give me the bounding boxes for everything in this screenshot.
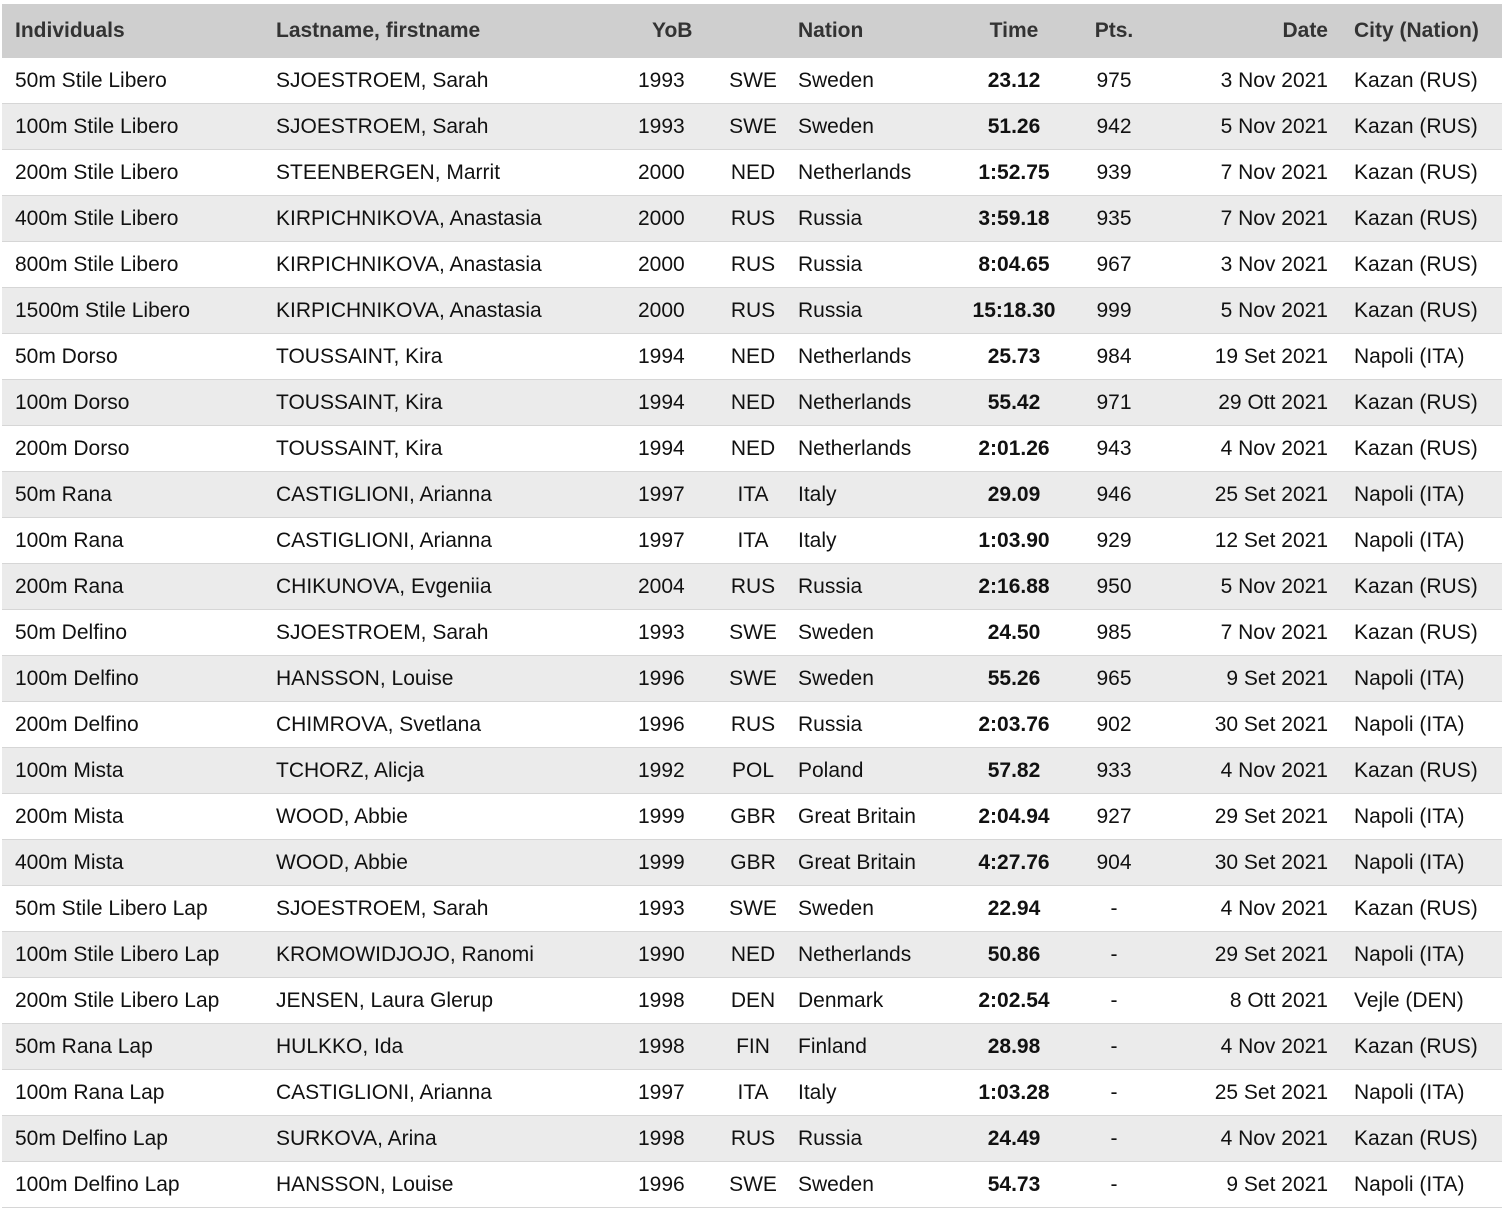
points-cell: -: [1064, 1024, 1164, 1070]
athlete-name-cell: CASTIGLIONI, Arianna: [272, 518, 632, 564]
athlete-name-cell: SURKOVA, Arina: [272, 1116, 632, 1162]
event-cell: 50m Stile Libero: [2, 58, 272, 104]
header-code: [712, 4, 794, 58]
points-cell: 942: [1064, 104, 1164, 150]
event-cell: 1500m Stile Libero: [2, 288, 272, 334]
event-cell: 200m Dorso: [2, 426, 272, 472]
points-cell: 946: [1064, 472, 1164, 518]
nation-code-cell: NED: [712, 932, 794, 978]
event-cell: 100m Stile Libero: [2, 104, 272, 150]
date-cell: 30 Set 2021: [1164, 702, 1334, 748]
time-cell: 23.12: [964, 58, 1064, 104]
time-cell: 2:04.94: [964, 794, 1064, 840]
city-cell: Kazan (RUS): [1334, 564, 1502, 610]
nation-cell: Sweden: [794, 104, 964, 150]
nation-cell: Italy: [794, 518, 964, 564]
year-of-birth-cell: 1997: [632, 518, 712, 564]
time-cell: 2:03.76: [964, 702, 1064, 748]
nation-cell: Great Britain: [794, 840, 964, 886]
city-cell: Napoli (ITA): [1334, 334, 1502, 380]
table-row: [2, 840, 1502, 886]
table-row: [2, 334, 1502, 380]
nation-code-cell: NED: [712, 426, 794, 472]
city-cell: Napoli (ITA): [1334, 702, 1502, 748]
header-name: Lastname, firstname: [272, 4, 632, 58]
records-table: [2, 4, 1502, 1208]
date-cell: 3 Nov 2021: [1164, 242, 1334, 288]
date-cell: 29 Set 2021: [1164, 932, 1334, 978]
table-row: [2, 886, 1502, 932]
city-cell: Kazan (RUS): [1334, 748, 1502, 794]
nation-cell: Netherlands: [794, 426, 964, 472]
points-cell: -: [1064, 932, 1164, 978]
event-cell: 50m Delfino: [2, 610, 272, 656]
nation-code-cell: DEN: [712, 978, 794, 1024]
athlete-name-cell: STEENBERGEN, Marrit: [272, 150, 632, 196]
table-row: [2, 196, 1502, 242]
event-cell: 400m Stile Libero: [2, 196, 272, 242]
nation-cell: Netherlands: [794, 334, 964, 380]
header-individuals: Individuals: [2, 4, 272, 58]
points-cell: 971: [1064, 380, 1164, 426]
nation-cell: Sweden: [794, 886, 964, 932]
nation-cell: Italy: [794, 472, 964, 518]
athlete-name-cell: CASTIGLIONI, Arianna: [272, 472, 632, 518]
year-of-birth-cell: 2000: [632, 196, 712, 242]
year-of-birth-cell: 1996: [632, 1162, 712, 1208]
time-cell: 3:59.18: [964, 196, 1064, 242]
points-cell: 984: [1064, 334, 1164, 380]
nation-code-cell: SWE: [712, 58, 794, 104]
event-cell: 400m Mista: [2, 840, 272, 886]
points-cell: -: [1064, 1116, 1164, 1162]
athlete-name-cell: JENSEN, Laura Glerup: [272, 978, 632, 1024]
year-of-birth-cell: 1992: [632, 748, 712, 794]
nation-cell: Sweden: [794, 58, 964, 104]
time-cell: 2:16.88: [964, 564, 1064, 610]
date-cell: 25 Set 2021: [1164, 472, 1334, 518]
city-cell: Kazan (RUS): [1334, 1024, 1502, 1070]
nation-code-cell: NED: [712, 334, 794, 380]
nation-code-cell: RUS: [712, 242, 794, 288]
year-of-birth-cell: 1998: [632, 1024, 712, 1070]
nation-code-cell: POL: [712, 748, 794, 794]
event-cell: 50m Stile Libero Lap: [2, 886, 272, 932]
event-cell: 50m Rana Lap: [2, 1024, 272, 1070]
year-of-birth-cell: 1993: [632, 58, 712, 104]
nation-code-cell: NED: [712, 150, 794, 196]
city-cell: Kazan (RUS): [1334, 288, 1502, 334]
points-cell: -: [1064, 978, 1164, 1024]
city-cell: Kazan (RUS): [1334, 886, 1502, 932]
table-row: [2, 610, 1502, 656]
nation-cell: Netherlands: [794, 150, 964, 196]
points-cell: 943: [1064, 426, 1164, 472]
time-cell: 1:52.75: [964, 150, 1064, 196]
year-of-birth-cell: 1999: [632, 840, 712, 886]
year-of-birth-cell: 1993: [632, 886, 712, 932]
table-row: [2, 1116, 1502, 1162]
header-city: City (Nation): [1334, 4, 1502, 58]
table-row: [2, 794, 1502, 840]
nation-code-cell: GBR: [712, 794, 794, 840]
time-cell: 57.82: [964, 748, 1064, 794]
table-row: [2, 1070, 1502, 1116]
time-cell: 2:01.26: [964, 426, 1064, 472]
date-cell: 25 Set 2021: [1164, 1070, 1334, 1116]
time-cell: 8:04.65: [964, 242, 1064, 288]
date-cell: 9 Set 2021: [1164, 1162, 1334, 1208]
city-cell: Kazan (RUS): [1334, 1116, 1502, 1162]
points-cell: 904: [1064, 840, 1164, 886]
header-date: Date: [1164, 4, 1334, 58]
points-cell: 950: [1064, 564, 1164, 610]
nation-code-cell: ITA: [712, 1070, 794, 1116]
athlete-name-cell: SJOESTROEM, Sarah: [272, 58, 632, 104]
points-cell: 935: [1064, 196, 1164, 242]
date-cell: 3 Nov 2021: [1164, 58, 1334, 104]
city-cell: Kazan (RUS): [1334, 58, 1502, 104]
athlete-name-cell: KIRPICHNIKOVA, Anastasia: [272, 288, 632, 334]
event-cell: 50m Dorso: [2, 334, 272, 380]
nation-cell: Poland: [794, 748, 964, 794]
year-of-birth-cell: 1997: [632, 1070, 712, 1116]
event-cell: 200m Mista: [2, 794, 272, 840]
table-row: [2, 242, 1502, 288]
nation-cell: Great Britain: [794, 794, 964, 840]
points-cell: 902: [1064, 702, 1164, 748]
points-cell: 933: [1064, 748, 1164, 794]
table-row: [2, 702, 1502, 748]
nation-cell: Sweden: [794, 656, 964, 702]
year-of-birth-cell: 1993: [632, 610, 712, 656]
nation-code-cell: FIN: [712, 1024, 794, 1070]
nation-cell: Russia: [794, 564, 964, 610]
athlete-name-cell: SJOESTROEM, Sarah: [272, 610, 632, 656]
event-cell: 100m Dorso: [2, 380, 272, 426]
year-of-birth-cell: 1998: [632, 978, 712, 1024]
city-cell: Kazan (RUS): [1334, 610, 1502, 656]
points-cell: 929: [1064, 518, 1164, 564]
time-cell: 55.42: [964, 380, 1064, 426]
city-cell: Napoli (ITA): [1334, 518, 1502, 564]
year-of-birth-cell: 1994: [632, 426, 712, 472]
table-row: [2, 748, 1502, 794]
table-row: [2, 1162, 1502, 1208]
event-cell: 100m Stile Libero Lap: [2, 932, 272, 978]
header-time: Time: [964, 4, 1064, 58]
table-row: [2, 518, 1502, 564]
city-cell: Napoli (ITA): [1334, 840, 1502, 886]
time-cell: 25.73: [964, 334, 1064, 380]
event-cell: 100m Delfino: [2, 656, 272, 702]
date-cell: 30 Set 2021: [1164, 840, 1334, 886]
nation-code-cell: RUS: [712, 1116, 794, 1162]
city-cell: Kazan (RUS): [1334, 242, 1502, 288]
date-cell: 5 Nov 2021: [1164, 288, 1334, 334]
event-cell: 50m Delfino Lap: [2, 1116, 272, 1162]
table-row: [2, 288, 1502, 334]
athlete-name-cell: HULKKO, Ida: [272, 1024, 632, 1070]
event-cell: 100m Rana: [2, 518, 272, 564]
header-nation: Nation: [794, 4, 964, 58]
nation-code-cell: RUS: [712, 196, 794, 242]
city-cell: Kazan (RUS): [1334, 426, 1502, 472]
date-cell: 5 Nov 2021: [1164, 104, 1334, 150]
nation-code-cell: GBR: [712, 840, 794, 886]
time-cell: 51.26: [964, 104, 1064, 150]
table-row: [2, 150, 1502, 196]
athlete-name-cell: KROMOWIDJOJO, Ranomi: [272, 932, 632, 978]
time-cell: 1:03.28: [964, 1070, 1064, 1116]
year-of-birth-cell: 1999: [632, 794, 712, 840]
city-cell: Kazan (RUS): [1334, 150, 1502, 196]
nation-code-cell: SWE: [712, 886, 794, 932]
table-row: [2, 104, 1502, 150]
date-cell: 4 Nov 2021: [1164, 426, 1334, 472]
header-pts: Pts.: [1064, 4, 1164, 58]
nation-code-cell: RUS: [712, 288, 794, 334]
time-cell: 54.73: [964, 1162, 1064, 1208]
nation-code-cell: NED: [712, 380, 794, 426]
table-row: [2, 472, 1502, 518]
event-cell: 100m Delfino Lap: [2, 1162, 272, 1208]
athlete-name-cell: HANSSON, Louise: [272, 1162, 632, 1208]
year-of-birth-cell: 1993: [632, 104, 712, 150]
points-cell: -: [1064, 1070, 1164, 1116]
nation-code-cell: RUS: [712, 702, 794, 748]
year-of-birth-cell: 1994: [632, 334, 712, 380]
year-of-birth-cell: 1994: [632, 380, 712, 426]
athlete-name-cell: SJOESTROEM, Sarah: [272, 886, 632, 932]
athlete-name-cell: CHIKUNOVA, Evgeniia: [272, 564, 632, 610]
city-cell: Napoli (ITA): [1334, 472, 1502, 518]
city-cell: Napoli (ITA): [1334, 1070, 1502, 1116]
time-cell: 28.98: [964, 1024, 1064, 1070]
time-cell: 24.50: [964, 610, 1064, 656]
athlete-name-cell: TCHORZ, Alicja: [272, 748, 632, 794]
date-cell: 5 Nov 2021: [1164, 564, 1334, 610]
nation-cell: Russia: [794, 196, 964, 242]
city-cell: Kazan (RUS): [1334, 104, 1502, 150]
event-cell: 200m Stile Libero: [2, 150, 272, 196]
athlete-name-cell: TOUSSAINT, Kira: [272, 426, 632, 472]
nation-code-cell: ITA: [712, 472, 794, 518]
year-of-birth-cell: 1997: [632, 472, 712, 518]
table-header-row: [2, 4, 1502, 58]
athlete-name-cell: CASTIGLIONI, Arianna: [272, 1070, 632, 1116]
year-of-birth-cell: 2000: [632, 150, 712, 196]
athlete-name-cell: HANSSON, Louise: [272, 656, 632, 702]
points-cell: 975: [1064, 58, 1164, 104]
points-cell: 967: [1064, 242, 1164, 288]
time-cell: 22.94: [964, 886, 1064, 932]
nation-cell: Sweden: [794, 1162, 964, 1208]
table-row: [2, 564, 1502, 610]
date-cell: 4 Nov 2021: [1164, 748, 1334, 794]
event-cell: 100m Mista: [2, 748, 272, 794]
table-row: [2, 380, 1502, 426]
year-of-birth-cell: 1998: [632, 1116, 712, 1162]
city-cell: Napoli (ITA): [1334, 656, 1502, 702]
points-cell: 999: [1064, 288, 1164, 334]
nation-cell: Sweden: [794, 610, 964, 656]
nation-cell: Netherlands: [794, 380, 964, 426]
event-cell: 200m Stile Libero Lap: [2, 978, 272, 1024]
points-cell: 965: [1064, 656, 1164, 702]
event-cell: 800m Stile Libero: [2, 242, 272, 288]
event-cell: 200m Rana: [2, 564, 272, 610]
points-cell: -: [1064, 1162, 1164, 1208]
nation-cell: Russia: [794, 1116, 964, 1162]
table-body: [2, 58, 1502, 1208]
event-cell: 200m Delfino: [2, 702, 272, 748]
year-of-birth-cell: 1996: [632, 702, 712, 748]
time-cell: 1:03.90: [964, 518, 1064, 564]
nation-code-cell: SWE: [712, 610, 794, 656]
date-cell: 7 Nov 2021: [1164, 150, 1334, 196]
athlete-name-cell: KIRPICHNIKOVA, Anastasia: [272, 242, 632, 288]
year-of-birth-cell: 2000: [632, 242, 712, 288]
city-cell: Napoli (ITA): [1334, 794, 1502, 840]
table-row: [2, 58, 1502, 104]
date-cell: 4 Nov 2021: [1164, 1024, 1334, 1070]
athlete-name-cell: SJOESTROEM, Sarah: [272, 104, 632, 150]
date-cell: 29 Set 2021: [1164, 794, 1334, 840]
date-cell: 7 Nov 2021: [1164, 196, 1334, 242]
athlete-name-cell: WOOD, Abbie: [272, 794, 632, 840]
city-cell: Vejle (DEN): [1334, 978, 1502, 1024]
athlete-name-cell: TOUSSAINT, Kira: [272, 334, 632, 380]
athlete-name-cell: KIRPICHNIKOVA, Anastasia: [272, 196, 632, 242]
nation-cell: Denmark: [794, 978, 964, 1024]
date-cell: 4 Nov 2021: [1164, 1116, 1334, 1162]
date-cell: 19 Set 2021: [1164, 334, 1334, 380]
date-cell: 29 Ott 2021: [1164, 380, 1334, 426]
city-cell: Napoli (ITA): [1334, 932, 1502, 978]
date-cell: 7 Nov 2021: [1164, 610, 1334, 656]
nation-cell: Italy: [794, 1070, 964, 1116]
time-cell: 55.26: [964, 656, 1064, 702]
city-cell: Kazan (RUS): [1334, 380, 1502, 426]
nation-cell: Finland: [794, 1024, 964, 1070]
time-cell: 4:27.76: [964, 840, 1064, 886]
year-of-birth-cell: 2000: [632, 288, 712, 334]
nation-code-cell: SWE: [712, 656, 794, 702]
nation-cell: Russia: [794, 288, 964, 334]
time-cell: 2:02.54: [964, 978, 1064, 1024]
points-cell: 985: [1064, 610, 1164, 656]
event-cell: 50m Rana: [2, 472, 272, 518]
year-of-birth-cell: 1996: [632, 656, 712, 702]
nation-code-cell: SWE: [712, 104, 794, 150]
nation-code-cell: SWE: [712, 1162, 794, 1208]
time-cell: 24.49: [964, 1116, 1064, 1162]
nation-code-cell: RUS: [712, 564, 794, 610]
date-cell: 8 Ott 2021: [1164, 978, 1334, 1024]
year-of-birth-cell: 1990: [632, 932, 712, 978]
time-cell: 50.86: [964, 932, 1064, 978]
athlete-name-cell: TOUSSAINT, Kira: [272, 380, 632, 426]
header-yob: YoB: [632, 4, 712, 58]
points-cell: 939: [1064, 150, 1164, 196]
table-row: [2, 1024, 1502, 1070]
nation-code-cell: ITA: [712, 518, 794, 564]
city-cell: Kazan (RUS): [1334, 196, 1502, 242]
table-row: [2, 426, 1502, 472]
city-cell: Napoli (ITA): [1334, 1162, 1502, 1208]
time-cell: 15:18.30: [964, 288, 1064, 334]
athlete-name-cell: WOOD, Abbie: [272, 840, 632, 886]
date-cell: 4 Nov 2021: [1164, 886, 1334, 932]
athlete-name-cell: CHIMROVA, Svetlana: [272, 702, 632, 748]
event-cell: 100m Rana Lap: [2, 1070, 272, 1116]
nation-cell: Russia: [794, 702, 964, 748]
year-of-birth-cell: 2004: [632, 564, 712, 610]
date-cell: 9 Set 2021: [1164, 656, 1334, 702]
points-cell: 927: [1064, 794, 1164, 840]
table-row: [2, 932, 1502, 978]
date-cell: 12 Set 2021: [1164, 518, 1334, 564]
points-cell: -: [1064, 886, 1164, 932]
time-cell: 29.09: [964, 472, 1064, 518]
table-row: [2, 656, 1502, 702]
nation-cell: Netherlands: [794, 932, 964, 978]
nation-cell: Russia: [794, 242, 964, 288]
table-row: [2, 978, 1502, 1024]
